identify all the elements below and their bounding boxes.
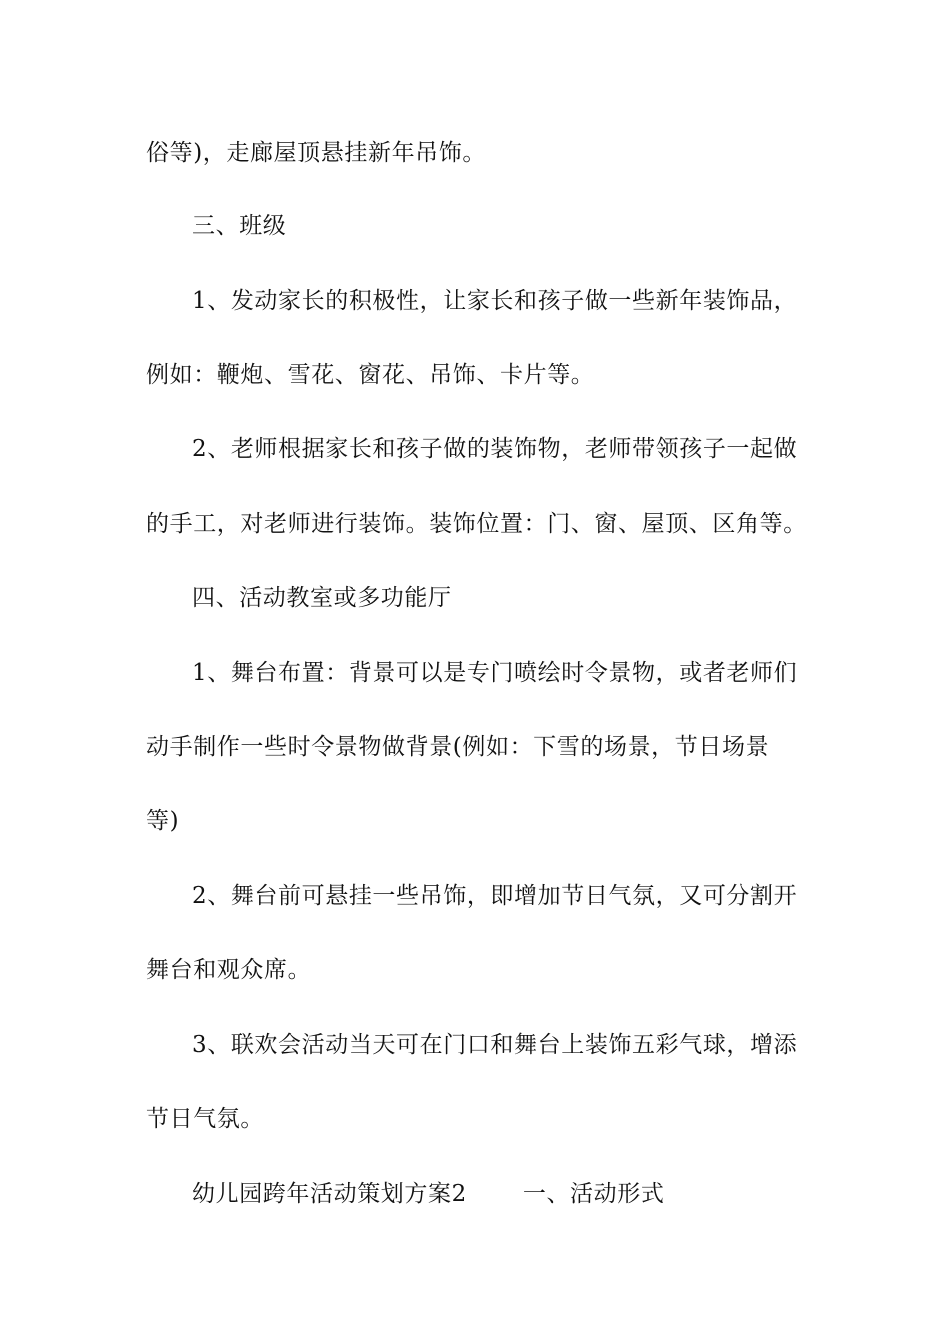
final-line [192, 1179, 664, 1209]
paragraph-line: 等) [146, 808, 180, 834]
section-heading: 一、活动形式 [522, 1181, 665, 1207]
paragraph-line: 2、舞台前可悬挂一些吊饰，即增加节日气氛，又可分割开 [192, 883, 798, 909]
paragraph-line: 节日气氛。 [146, 1106, 264, 1132]
paragraph-line: 动手制作一些时令景物做背景(例如：下雪的场景，节日场景 [146, 734, 770, 760]
paragraph-line: 俗等)，走廊屋顶悬挂新年吊饰。 [146, 140, 486, 166]
paragraph-line: 的手工，对老师进行装饰。装饰位置：门、窗、屋顶、区角等。 [146, 511, 807, 537]
paragraph-line: 3、联欢会活动当天可在门口和舞台上装饰五彩气球，增添 [192, 1032, 798, 1058]
document-title: 幼儿园跨年活动策划方案2 [192, 1181, 467, 1207]
section-heading: 四、活动教室或多功能厅 [192, 585, 452, 611]
paragraph-line: 舞台和观众席。 [146, 957, 312, 983]
paragraph-line: 1、舞台布置：背景可以是专门喷绘时令景物，或者老师们 [192, 660, 798, 686]
paragraph-line: 2、老师根据家长和孩子做的装饰物，老师带领孩子一起做 [192, 436, 798, 462]
section-heading: 三、班级 [192, 213, 287, 239]
paragraph-line: 1、发动家长的积极性，让家长和孩子做一些新年装饰品， [192, 288, 798, 314]
paragraph-line: 例如：鞭炮、雪花、窗花、吊饰、卡片等。 [146, 362, 595, 388]
